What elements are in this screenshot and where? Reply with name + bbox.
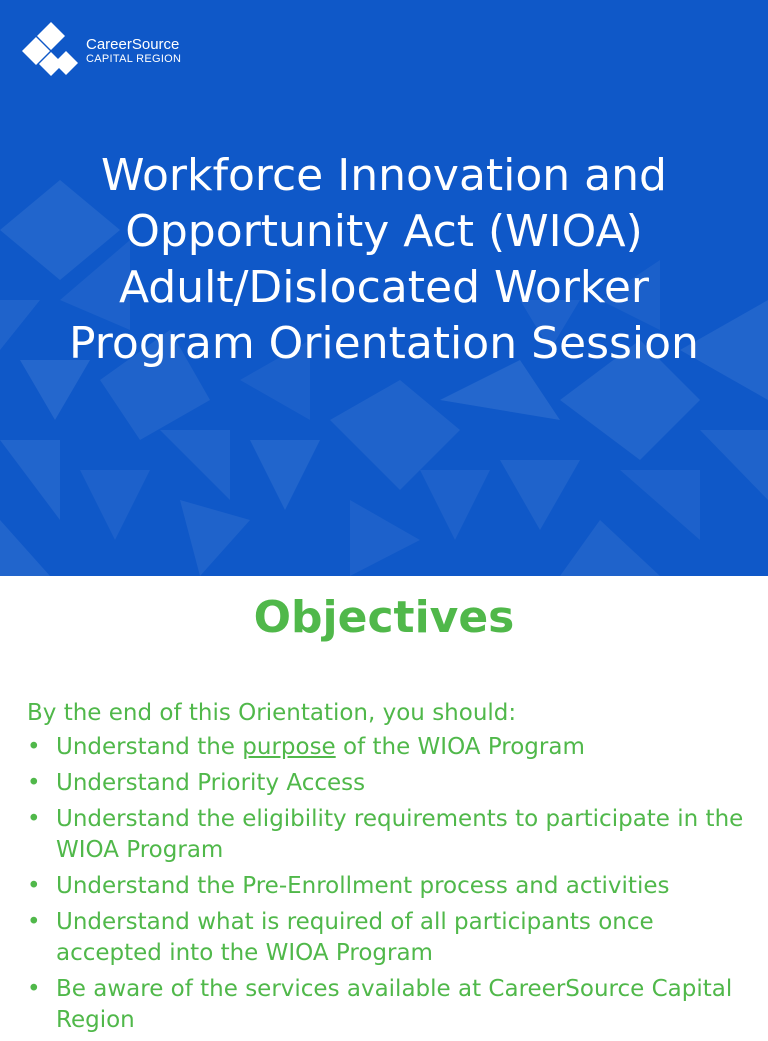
objective-emphasis: purpose <box>242 734 336 760</box>
objective-item <box>27 768 757 799</box>
objective-item <box>27 804 757 866</box>
objective-text: Understand Priority Access <box>56 770 366 796</box>
title-line: Workforce Innovation and <box>101 150 667 201</box>
title-line: Opportunity Act (WIOA) <box>125 206 643 257</box>
objectives-slide <box>0 576 768 1033</box>
objectives-list <box>27 732 757 1041</box>
objective-item <box>27 732 757 763</box>
objectives-heading: Objectives <box>253 592 515 643</box>
logo-name: CareerSource <box>86 35 180 53</box>
objective-text: Understand the Pre-Enrollment process and activities <box>56 873 670 899</box>
careersource-logo <box>20 20 181 82</box>
presentation-title <box>0 148 768 372</box>
objective-text: Be aware of the services available at CareerSource Capital Region <box>56 976 733 1033</box>
title-line: Adult/Dislocated Worker <box>118 262 650 313</box>
title-line: Program Orientation Session <box>69 318 699 369</box>
objectives-intro: By the end of this Orientation, you should: <box>27 700 517 726</box>
objective-text: Understand the eligibility requirements to participate in the WIOA Program <box>56 806 744 863</box>
careersource-diamond-logo-icon <box>20 20 82 82</box>
logo-subtitle: CAPITAL REGION <box>86 53 182 66</box>
objective-text: of the WIOA Program <box>335 734 585 760</box>
objective-text: Understand the <box>56 734 243 760</box>
objective-item <box>27 974 757 1036</box>
objective-item <box>27 871 757 902</box>
objective-item <box>27 907 757 969</box>
objective-text: Understand what is required of all participants once accepted into the WIOA Program <box>56 909 654 966</box>
